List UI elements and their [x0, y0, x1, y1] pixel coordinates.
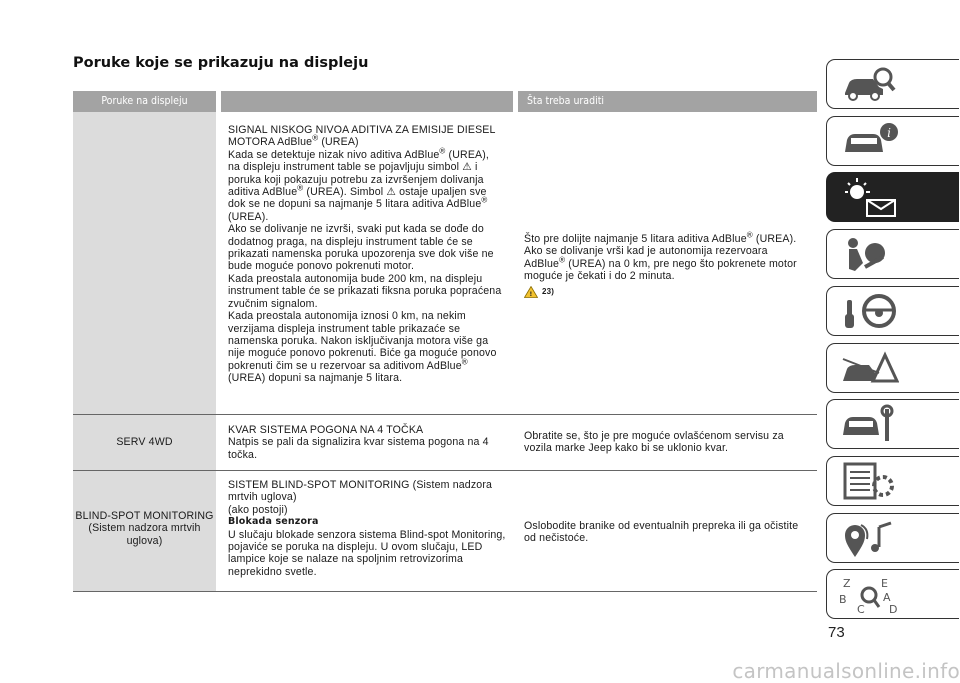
desc-line: pokrenuti čim se u rezervoar sa aditivom AdBlue® — [228, 357, 468, 372]
action-line: Ako se dolivanje vrši kad je autonomija rezervoara — [524, 245, 768, 258]
warning-reference — [524, 286, 554, 298]
desc-line: namenska poruka. Nakon isključivanja motora više ga — [228, 334, 489, 347]
table-header-description — [221, 91, 513, 112]
desc-line: dodatnog praga, na displeju instrument table će se — [228, 235, 473, 248]
car-search-icon — [839, 63, 899, 105]
sensor-blocked-heading: Blokada senzora — [228, 516, 319, 528]
svg-text:D: D — [889, 603, 898, 615]
tab-technical-data[interactable] — [826, 456, 959, 506]
desc-line: instrument table će se prikazati fiksna poruka popraćena — [228, 285, 502, 298]
registered-mark: ® — [559, 255, 566, 265]
action-line: Oslobodite branike od eventualnih prepreka ili ga očistite — [524, 520, 799, 532]
svg-text:E: E — [881, 577, 888, 590]
desc-line: poruka koji pokazuju potrebu za izvršenjem dolivanja — [228, 173, 484, 186]
svg-text:B: B — [839, 593, 847, 606]
action-line: moguće je čekati i do 2 minuta. — [524, 270, 675, 283]
tab-warning-lights-messages[interactable] — [826, 172, 959, 222]
airbag-passenger-icon — [839, 233, 899, 275]
tab-servicing-maintenance[interactable] — [826, 399, 959, 449]
registered-mark: ® — [481, 195, 488, 205]
label-line: uglova) — [126, 534, 163, 547]
action-line: AdBlue® (UREA) na 0 km, pre nego što pokrenete motor — [524, 255, 797, 270]
action-line: vozila marke Jeep kako bi se uklonio kvar. — [524, 442, 729, 455]
desc-line: Natpis se pali da signalizira kvar sistema pogona na 4 — [228, 436, 489, 449]
table-header-action-label: Šta treba uraditi — [527, 95, 605, 107]
tab-car-search[interactable] — [826, 59, 959, 109]
desc-line: točka. — [228, 448, 258, 461]
registered-mark: ® — [439, 146, 446, 156]
desc-line: Kada preostala autonomija iznosi 0 km, na nekim — [228, 310, 466, 323]
tab-car-info[interactable] — [826, 116, 959, 166]
desc-line: (UREA). — [228, 210, 269, 223]
row-divider — [73, 470, 817, 471]
action-line: od nečistoće. — [524, 532, 589, 545]
watermark: carmanualsonline.info — [732, 659, 960, 683]
desc-line: U slučaju blokade senzora sistema Blind-spot Monitoring, — [228, 528, 506, 541]
desc-line: (UREA) dopuni sa najmanje 5 litara. — [228, 372, 403, 385]
table-header-messages: Poruke na displeju — [73, 91, 216, 112]
desc-line: Kada preostala autonomija bude 200 km, na displeju — [228, 272, 483, 285]
4wd-action — [524, 430, 816, 455]
tab-multimedia[interactable] — [826, 513, 959, 563]
desc-line: Kada se detektuje nizak nivo aditiva AdBlue® (UREA), — [228, 146, 490, 161]
desc-line: MOTORA AdBlue® (UREA) — [228, 133, 359, 149]
row-1-col1-bg — [73, 112, 216, 414]
car-info-icon — [839, 120, 899, 162]
desc-line: na displeju instrument table se pojavljuju simbol ⚠ i — [228, 161, 478, 174]
technical-data-icon — [839, 460, 899, 502]
desc-line: verzijama displeja instrument table prikazaće se — [228, 322, 461, 335]
action-line: Što pre dolijte najmanje 5 litara aditiva AdBlue® (UREA). — [524, 230, 797, 245]
row-divider — [73, 414, 817, 415]
table-bottom-rule — [73, 591, 817, 592]
4wd-description — [228, 424, 518, 461]
svg-text:Z: Z — [843, 577, 851, 590]
desc-line: zvučnim signalom. — [228, 297, 318, 310]
serv-4wd-label: SERV 4WD — [116, 436, 173, 448]
desc-line: (ako postoji) — [228, 503, 288, 516]
desc-line: dok se ne dopuni sa najmanje 5 litara aditiva AdBlue® — [228, 195, 488, 211]
blind-spot-label — [73, 510, 216, 547]
registered-mark: ® — [461, 357, 468, 367]
registered-mark: ® — [746, 230, 753, 240]
desc-line: pojaviće se poruka na displeju. U ovom slučaju, LED — [228, 541, 483, 554]
desc-line: SISTEM BLIND-SPOT MONITORING (Sistem nadzora — [228, 479, 493, 491]
desc-line: prikazati namenska poruka upozorenja sve dok više ne — [228, 248, 494, 261]
action-line: Obratite se, što je pre moguće ovlašćenom servisu za — [524, 430, 784, 442]
warning-triangle-icon — [524, 286, 538, 298]
desc-line: nije moguće ponovo pokrenuti. Biće ga moguće ponovo — [228, 347, 497, 360]
tab-in-emergency[interactable] — [826, 343, 959, 393]
desc-line: neprekidno svetle. — [228, 565, 317, 578]
warning-ref-number: 23) — [542, 286, 555, 296]
desc-line: KVAR SISTEMA POGONA NA 4 TOČKA — [228, 424, 424, 436]
adblue-action — [524, 230, 816, 301]
label-line: (Sistem nadzora mrtvih — [88, 522, 201, 535]
blind-spot-action — [524, 520, 816, 545]
desc-line: aditiva AdBlue® (UREA). Simbol ⚠ ostaje upaljen sve — [228, 183, 487, 199]
warning-light-message-icon — [839, 176, 899, 218]
desc-line: SIGNAL NISKOG NIVOA ADITIVA ZA EMISIJE DIESEL — [228, 124, 496, 136]
svg-text:C: C — [857, 603, 865, 615]
registered-mark: ® — [297, 183, 304, 193]
multimedia-icon — [839, 517, 899, 559]
page-title: Poruke koje se prikazuju na displeju — [73, 55, 369, 71]
car-wrench-icon — [839, 403, 899, 445]
svg-text:i: i — [887, 126, 891, 140]
tab-starting-driving[interactable] — [826, 286, 959, 336]
svg-text:!: ! — [529, 290, 533, 298]
blind-spot-description — [228, 479, 518, 578]
car-warning-triangle-icon — [839, 347, 899, 389]
key-steering-wheel-icon — [839, 290, 899, 332]
desc-line: bude moguće ponovo pokrenuti motor. — [228, 260, 415, 273]
page-number: 73 — [828, 624, 845, 641]
desc-line: mrtvih uglova) — [228, 491, 297, 504]
desc-line: Ako se dolivanje ne izvrši, svaki put kada se dođe do — [228, 223, 484, 236]
table-header-action — [518, 91, 817, 112]
registered-mark: ® — [312, 133, 319, 143]
desc-line: lampice koje se nalaze na spoljnim retrovizorima — [228, 553, 464, 566]
tab-safety[interactable] — [826, 229, 959, 279]
label-line: BLIND-SPOT MONITORING — [75, 510, 214, 522]
alphabetical-index-icon — [839, 573, 899, 615]
tab-index[interactable] — [826, 569, 959, 619]
adblue-description — [228, 124, 518, 385]
svg-text:A: A — [883, 591, 891, 604]
